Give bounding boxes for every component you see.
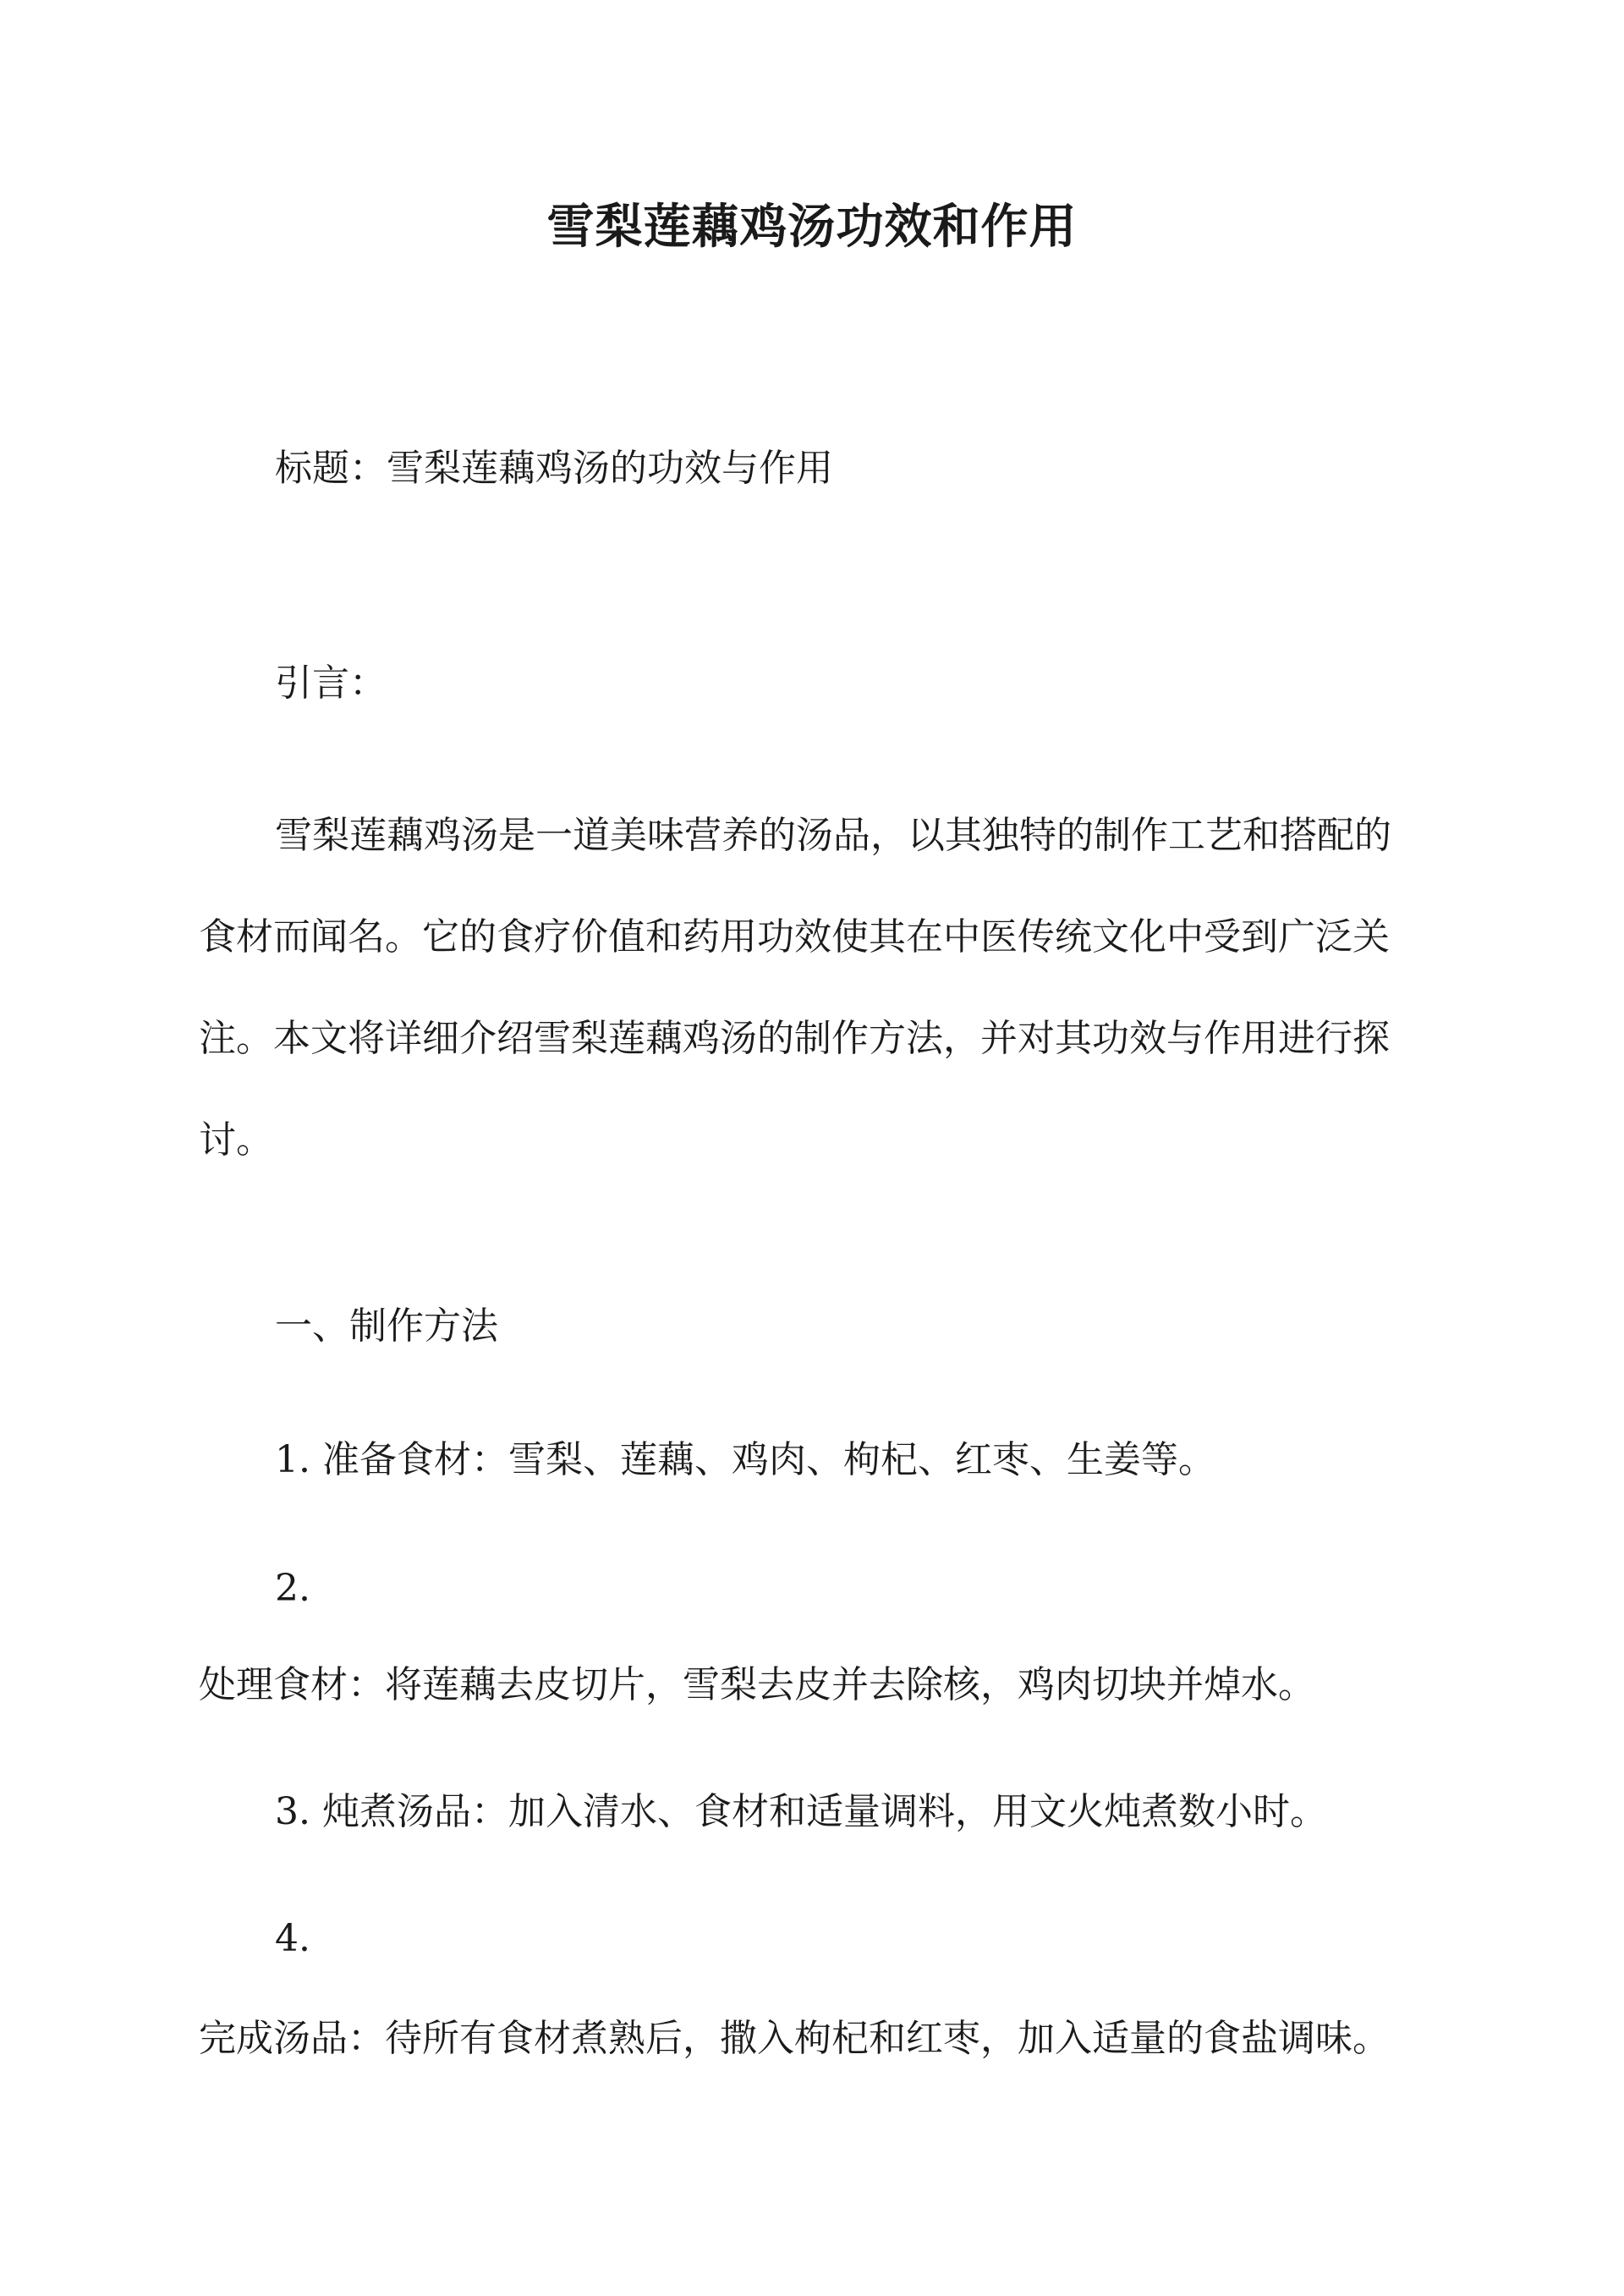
step-2-number: 2. [275,1567,310,1610]
step-3: 3. 炖煮汤品：加入清水、食材和适量调料，用文火炖煮数小时。 [275,1790,1327,1833]
intro-line-2: 食材而闻名。它的食疗价值和药用功效使其在中医传统文化中受到广泛关 [199,915,1390,958]
step-4-number: 4. [275,1917,310,1960]
document-title: 雪梨莲藕鸡汤功效和作用 [546,199,1078,255]
intro-paragraph [199,785,1425,1191]
intro-line-4: 讨。 [199,1118,273,1162]
step-2-text: 处理食材：将莲藕去皮切片，雪梨去皮并去除核，鸡肉切块并焯水。 [199,1663,1315,1706]
step-4-text: 完成汤品：待所有食材煮熟后，撒入枸杞和红枣，加入适量的食盐调味。 [199,2017,1390,2060]
step-1: 1. 准备食材：雪梨、莲藕、鸡肉、枸杞、红枣、生姜等。 [275,1438,1215,1481]
subtitle-line: 标题：雪梨莲藕鸡汤的功效与作用 [275,447,833,490]
section-heading-method: 一、制作方法 [275,1305,498,1348]
intro-line-3: 注。本文将详细介绍雪梨莲藕鸡汤的制作方法，并对其功效与作用进行探 [199,1017,1390,1060]
intro-heading: 引言： [275,662,387,705]
intro-line-1: 雪梨莲藕鸡汤是一道美味营养的汤品，以其独特的制作工艺和搭配的 [275,814,1391,857]
